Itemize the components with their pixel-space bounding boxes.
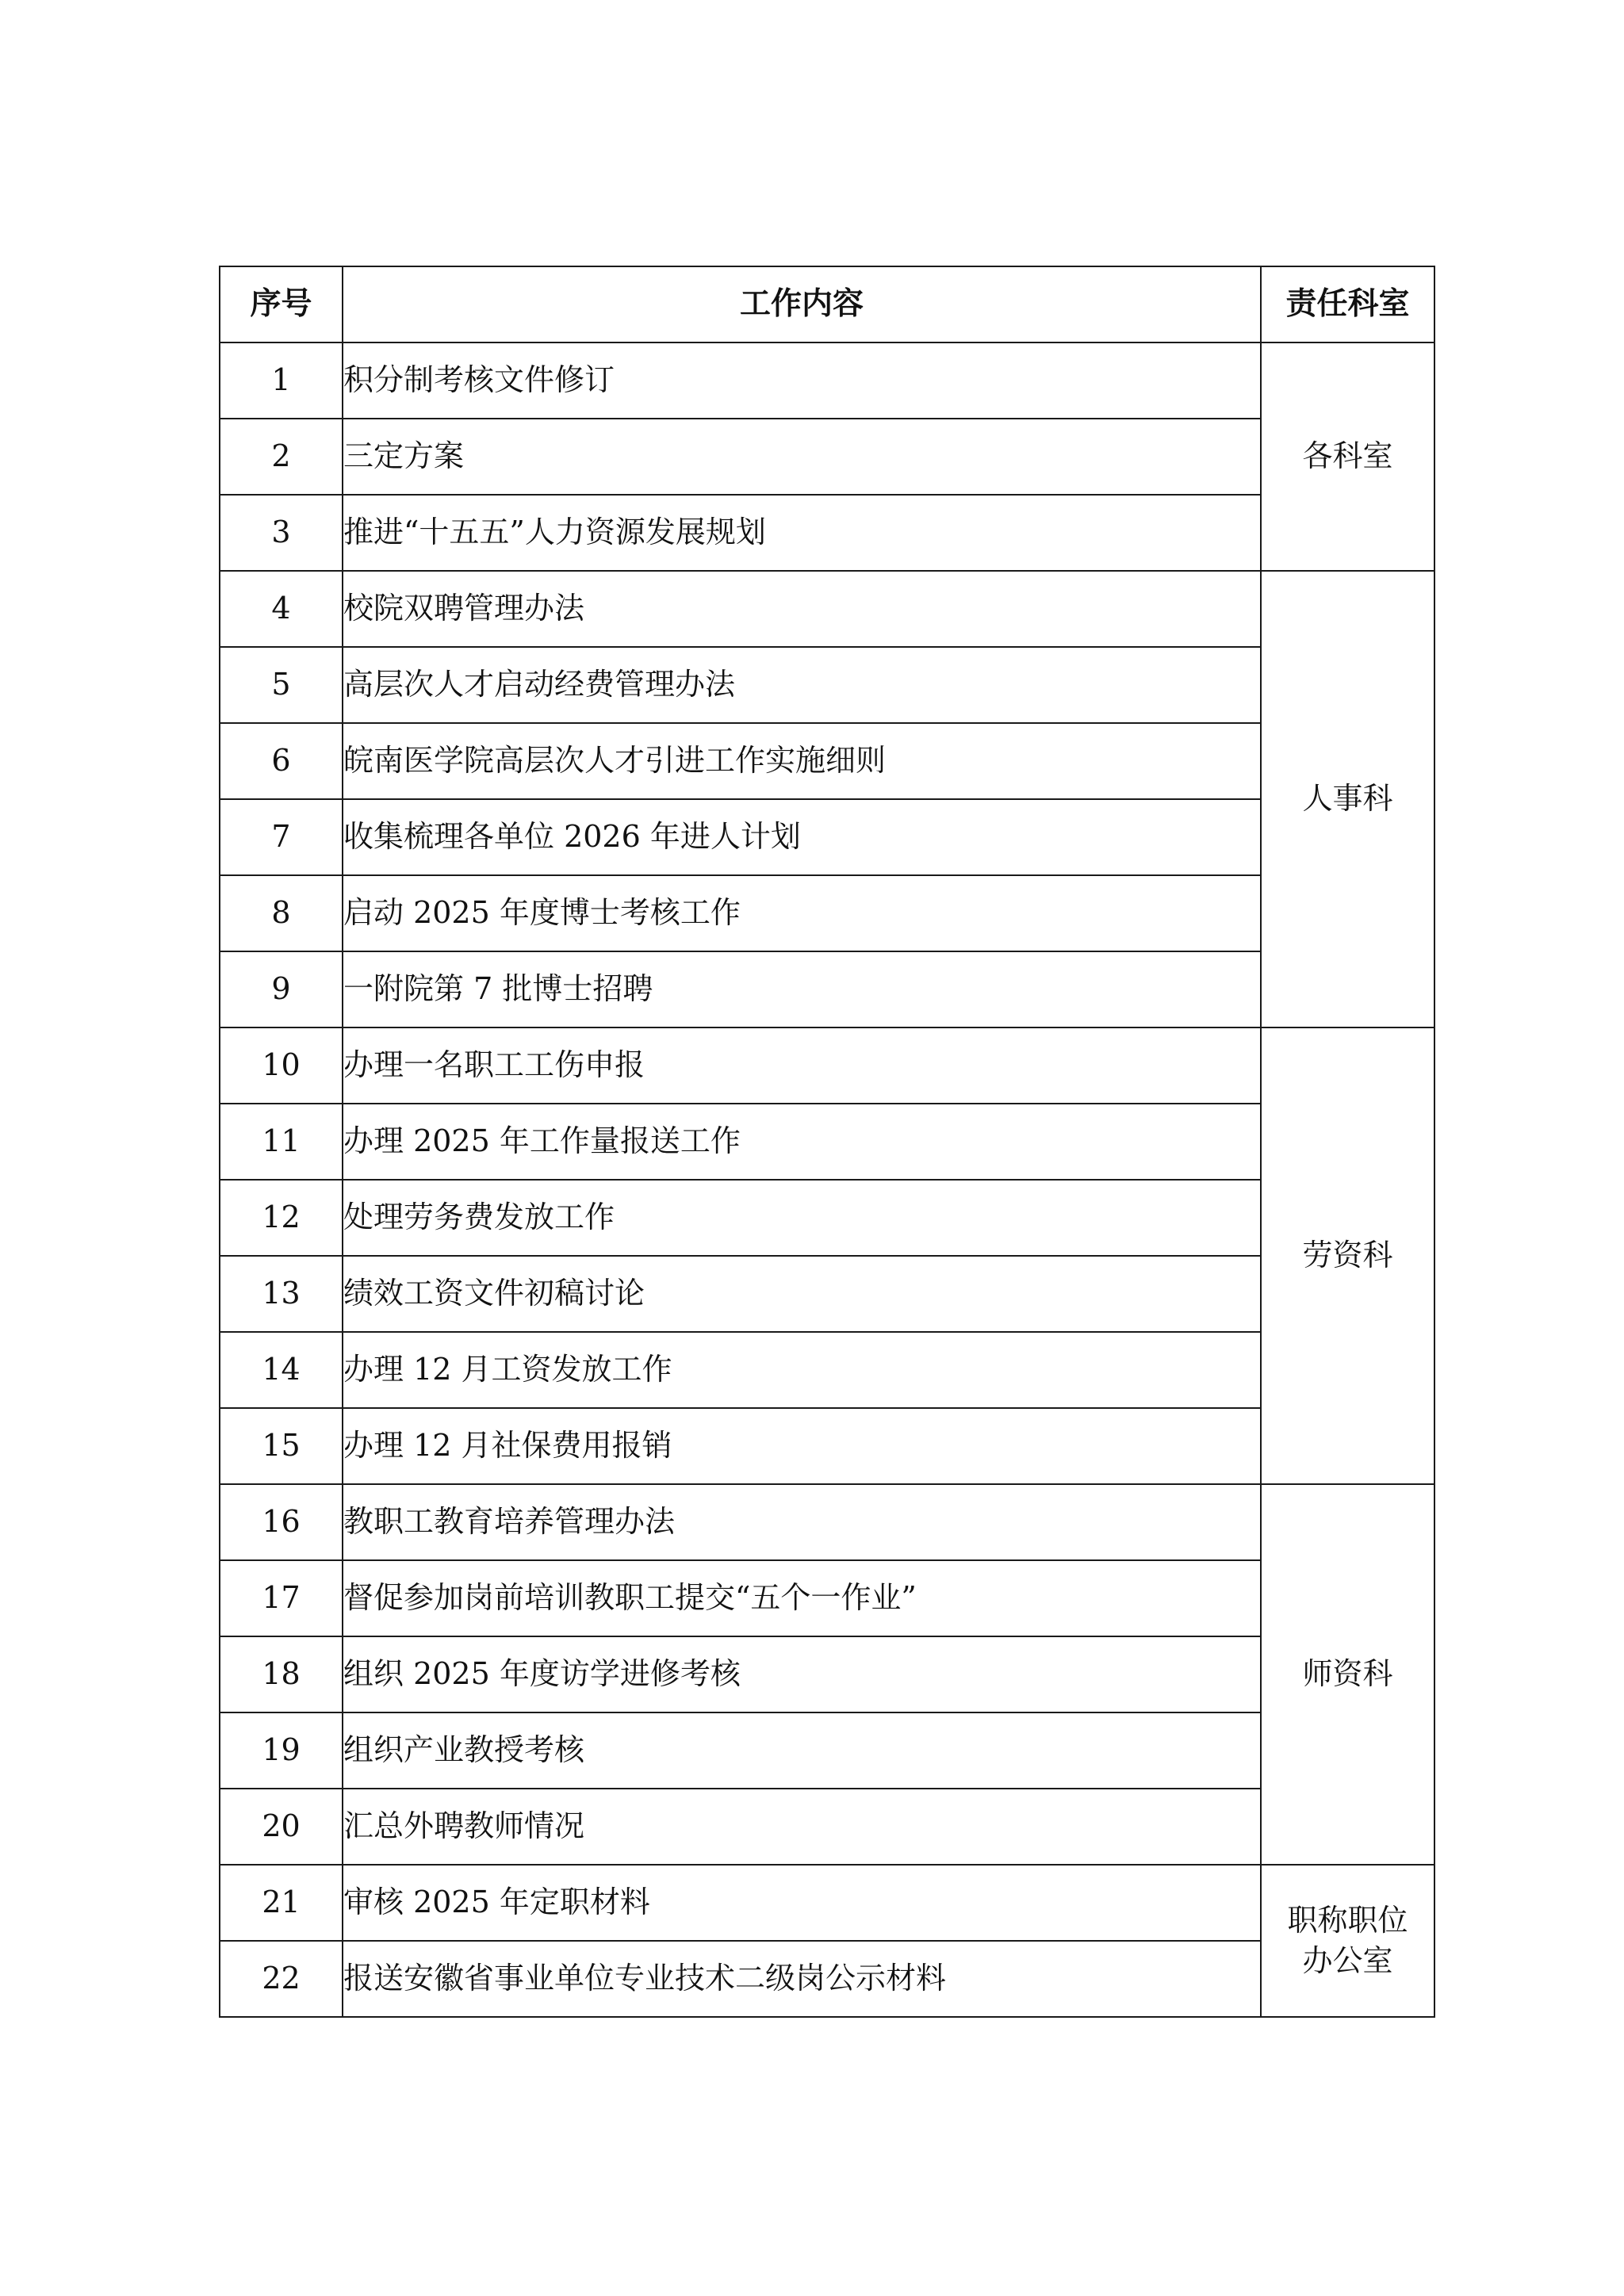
row-content: 积分制考核文件修订	[343, 342, 1261, 419]
department-name: 人事科	[1302, 781, 1393, 817]
row-content: 高层次人才启动经费管理办法	[343, 647, 1261, 723]
row-content: 报送安徽省事业单位专业技术二级岗公示材料	[343, 1941, 1261, 2017]
row-index: 13	[220, 1256, 343, 1332]
table-row	[220, 647, 1434, 723]
row-content: 办理一名职工工伤申报	[343, 1027, 1261, 1104]
department-name-line1: 职称职位	[1287, 1902, 1408, 1938]
row-content: 组织产业教授考核	[343, 1712, 1261, 1789]
department-cell	[1261, 1865, 1434, 2017]
department-cell	[1261, 1027, 1434, 1484]
row-index: 11	[220, 1104, 343, 1180]
row-index: 21	[220, 1865, 343, 1941]
row-content: 校院双聘管理办法	[343, 571, 1261, 647]
row-index: 5	[220, 647, 343, 723]
table-header-row	[220, 266, 1434, 342]
row-content: 办理 12 月社保费用报销	[343, 1408, 1261, 1484]
row-index: 10	[220, 1027, 343, 1104]
row-index: 3	[220, 495, 343, 571]
table-row	[220, 419, 1434, 495]
table-row	[220, 1104, 1434, 1180]
table-row	[220, 1636, 1434, 1712]
table-row	[220, 1941, 1434, 2017]
table-row	[220, 1180, 1434, 1256]
row-content: 一附院第 7 批博士招聘	[343, 951, 1261, 1027]
table-row	[220, 1560, 1434, 1636]
table-row	[220, 875, 1434, 951]
row-content: 三定方案	[343, 419, 1261, 495]
row-index: 12	[220, 1180, 343, 1256]
header-content: 工作内容	[343, 266, 1261, 342]
row-index: 1	[220, 342, 343, 419]
department-name: 师资科	[1302, 1656, 1393, 1692]
department-name: 各科室	[1302, 438, 1393, 474]
row-content: 收集梳理各单位 2026 年进人计划	[343, 799, 1261, 875]
table-row	[220, 1789, 1434, 1865]
row-content: 皖南医学院高层次人才引进工作实施细则	[343, 723, 1261, 799]
table-row	[220, 951, 1434, 1027]
row-content: 办理 2025 年工作量报送工作	[343, 1104, 1261, 1180]
row-content: 组织 2025 年度访学进修考核	[343, 1636, 1261, 1712]
department-cell	[1261, 1484, 1434, 1865]
table-row	[220, 1027, 1434, 1104]
table-row	[220, 571, 1434, 647]
row-index: 4	[220, 571, 343, 647]
department-cell	[1261, 342, 1434, 571]
row-index: 22	[220, 1941, 343, 2017]
table-row	[220, 1408, 1434, 1484]
row-content: 推进“十五五”人力资源发展规划	[343, 495, 1261, 571]
table-row	[220, 1332, 1434, 1408]
row-content: 审核 2025 年定职材料	[343, 1865, 1261, 1941]
department-name-line2: 办公室	[1302, 1943, 1393, 1978]
row-index: 20	[220, 1789, 343, 1865]
table-row	[220, 495, 1434, 571]
row-content: 绩效工资文件初稿讨论	[343, 1256, 1261, 1332]
department-name: 劳资科	[1302, 1238, 1393, 1273]
row-index: 16	[220, 1484, 343, 1560]
table-row	[220, 1256, 1434, 1332]
row-index: 17	[220, 1560, 343, 1636]
table-row	[220, 342, 1434, 419]
row-content: 教职工教育培养管理办法	[343, 1484, 1261, 1560]
row-index: 6	[220, 723, 343, 799]
row-content: 督促参加岗前培训教职工提交“五个一作业”	[343, 1560, 1261, 1636]
table-row	[220, 1865, 1434, 1941]
row-content: 处理劳务费发放工作	[343, 1180, 1261, 1256]
row-index: 14	[220, 1332, 343, 1408]
table-row	[220, 1484, 1434, 1560]
header-department: 责任科室	[1261, 266, 1434, 342]
row-index: 2	[220, 419, 343, 495]
department-cell	[1261, 571, 1434, 1027]
table-row	[220, 723, 1434, 799]
row-content: 汇总外聘教师情况	[343, 1789, 1261, 1865]
header-index: 序号	[220, 266, 343, 342]
row-index: 18	[220, 1636, 343, 1712]
row-content: 启动 2025 年度博士考核工作	[343, 875, 1261, 951]
row-content: 办理 12 月工资发放工作	[343, 1332, 1261, 1408]
row-index: 7	[220, 799, 343, 875]
row-index: 15	[220, 1408, 343, 1484]
row-index: 9	[220, 951, 343, 1027]
row-index: 8	[220, 875, 343, 951]
work-plan-table	[219, 266, 1435, 2018]
row-index: 19	[220, 1712, 343, 1789]
table-row	[220, 1712, 1434, 1789]
table-row	[220, 799, 1434, 875]
